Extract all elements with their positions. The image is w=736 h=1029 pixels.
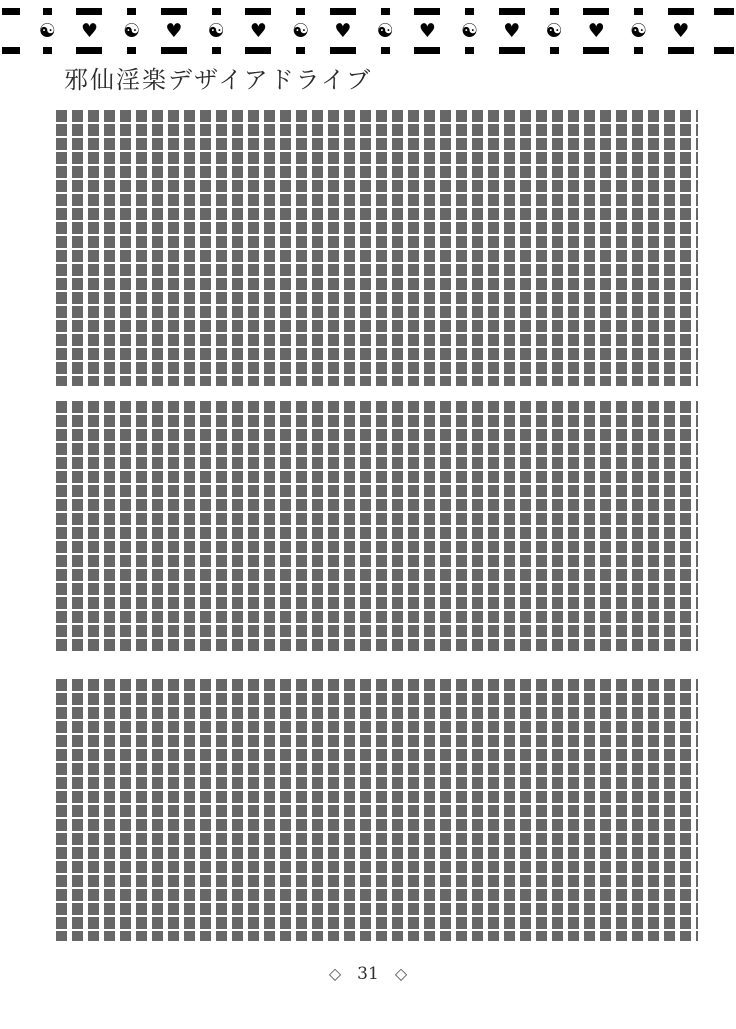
border-dash [2,8,20,15]
border-square [212,8,221,15]
yin-yang-icon: ☯ [123,19,141,42]
border-square [465,47,474,54]
heart-icon: ♥ [672,19,690,42]
border-unit [497,8,527,54]
border-unit [159,8,189,54]
border-dash [714,47,734,54]
border-unit [32,8,62,54]
border-unit [328,8,358,54]
border-dash [330,8,356,15]
border-dash [414,47,440,54]
text-band-2 [54,399,698,653]
border-unit [74,8,104,54]
yin-yang-icon: ☯ [461,19,479,42]
border-dash [161,47,187,54]
border-square [296,47,305,54]
border-square [296,8,305,15]
border-dash [714,8,734,15]
border-square [550,8,559,15]
border-square [127,47,136,54]
border-dash [499,8,525,15]
border-dash [583,8,609,15]
border-dash [76,8,102,15]
border-dash [583,47,609,54]
border-dash [668,47,694,54]
yin-yang-icon: ☯ [292,19,310,42]
border-edge-left [2,8,20,54]
border-square [212,47,221,54]
border-dash [245,47,271,54]
border-dash [76,47,102,54]
diamond-ornament-right: ◇ [394,964,408,983]
yin-yang-icon: ☯ [207,19,225,42]
border-dash [330,47,356,54]
page-number: 31 [357,964,379,984]
yin-yang-icon: ☯ [38,19,56,42]
heart-icon: ♥ [165,19,183,42]
border-dash [499,47,525,54]
text-band-3 [54,677,698,941]
border-square [381,8,390,15]
border-dash [668,8,694,15]
border-square [43,47,52,54]
page-footer [0,964,736,984]
heart-icon: ♥ [80,19,98,42]
yin-yang-icon: ☯ [545,19,563,42]
border-unit [412,8,442,54]
heart-icon: ♥ [334,19,352,42]
yin-yang-icon: ☯ [376,19,394,42]
heart-icon: ♥ [418,19,436,42]
border-square [43,8,52,15]
border-unit [455,8,485,54]
decorative-border-row [0,8,736,54]
border-dash [161,8,187,15]
border-unit [117,8,147,54]
border-edge-right [708,8,734,54]
border-unit [581,8,611,54]
border-unit [243,8,273,54]
text-band-1 [54,108,698,386]
border-square [127,8,136,15]
border-unit [539,8,569,54]
border-dash [414,8,440,15]
heart-icon: ♥ [587,19,605,42]
border-square [465,8,474,15]
diamond-ornament-left: ◇ [328,964,342,983]
border-square [634,47,643,54]
heart-icon: ♥ [249,19,267,42]
border-square [550,47,559,54]
border-unit [286,8,316,54]
page-title: 邪仙淫楽デザイアドライブ [64,66,373,94]
border-unit [666,8,696,54]
border-square [381,47,390,54]
border-dash [245,8,271,15]
border-dash [2,47,20,54]
border-square [634,8,643,15]
border-unit [624,8,654,54]
border-unit [201,8,231,54]
yin-yang-icon: ☯ [629,19,648,42]
heart-icon: ♥ [503,19,521,42]
border-unit [370,8,400,54]
